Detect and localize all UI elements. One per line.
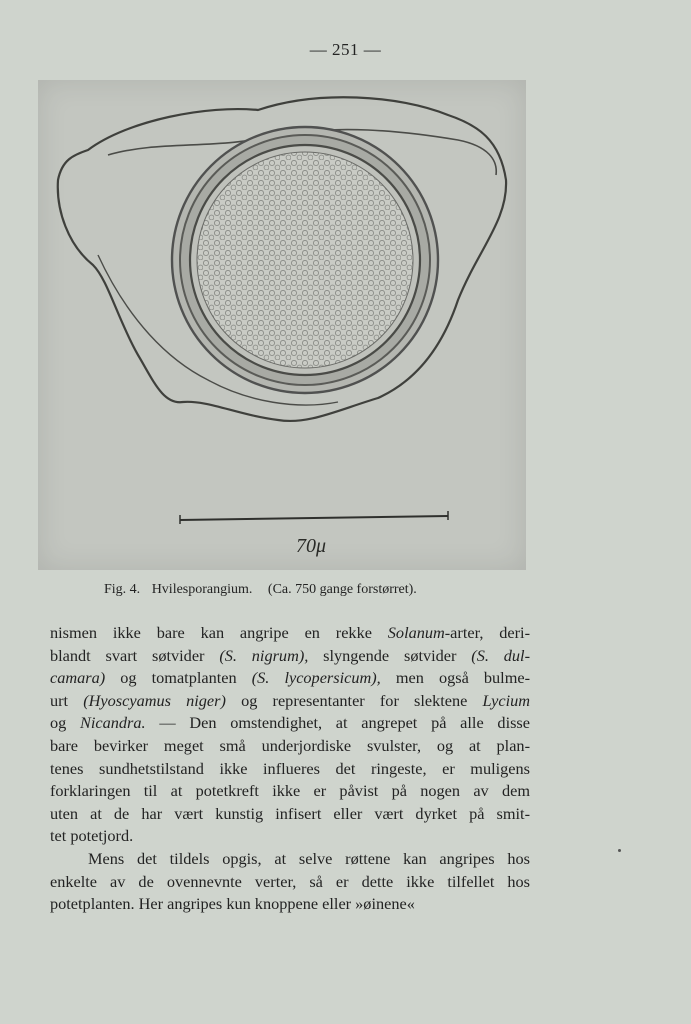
text-line <box>50 622 530 645</box>
italic-term: Nicandra. <box>80 713 146 733</box>
text-line <box>50 825 530 848</box>
sporangium-illustration <box>38 80 526 570</box>
caption-title: Hvilesporangium. <box>151 582 253 597</box>
italic-term: (Hyoscyamus niger) <box>83 690 226 710</box>
italic-term: (S. lycopersicum), <box>251 668 381 688</box>
text-line <box>50 690 530 713</box>
text-run: enkelte av de ovennevnte verter, så er dette ikke tilfellet hos <box>50 871 530 891</box>
caption-note: (Ca. 750 gange forstørret). <box>267 582 417 597</box>
text-run: Mens det tildels opgis, at selve røttene kan angripes hos <box>88 848 530 868</box>
text-run: tenes sundhetstilstand ikke influeres det ringeste, er muligens <box>50 758 530 778</box>
text-run: og representanter for slektene <box>225 690 483 710</box>
text-line <box>50 667 530 690</box>
text-line <box>50 780 530 803</box>
text-run: forklaringen til at potetkreft ikke er påvist på nogen av dem <box>50 781 530 801</box>
text-run: slyngende søtvider <box>308 645 472 665</box>
italic-term: (S. nigrum), <box>219 645 309 665</box>
figure-plate <box>38 80 526 570</box>
text-run: tet potetjord. <box>50 826 134 846</box>
scale-label: 70μ <box>296 535 327 557</box>
text-run: urt <box>50 690 84 710</box>
text-run: og tomatplanten <box>105 668 252 688</box>
text-run: men også bulme- <box>380 668 531 688</box>
text-line <box>50 758 530 781</box>
text-run: — Den omstendighet, at angrepet på alle disse <box>145 713 530 733</box>
text-line <box>50 645 530 668</box>
text-run: -arter, deri- <box>444 623 530 642</box>
text-line <box>50 871 530 894</box>
caption-label: Fig. 4. <box>104 582 141 597</box>
body-text <box>50 622 530 916</box>
italic-term: camara) <box>50 668 106 688</box>
italic-term: Solanum <box>387 623 445 642</box>
text-line <box>50 893 530 916</box>
text-line <box>50 803 530 826</box>
italic-term: (S. dul- <box>471 645 530 665</box>
text-line <box>50 712 530 735</box>
text-line <box>50 848 530 871</box>
sporangium-contents <box>197 152 413 368</box>
text-run: og <box>50 713 81 733</box>
italic-term: Lycium <box>482 690 530 710</box>
text-run: blandt svart søtvider <box>50 645 220 665</box>
text-run: nismen ikke bare kan angripe en rekke <box>50 623 388 642</box>
text-run: potetplanten. Her angripes kun knoppene eller »øinene« <box>50 894 415 914</box>
text-line <box>50 735 530 758</box>
text-run: bare bevirker meget små underjordiske svulster, og at plan- <box>50 735 530 755</box>
page-speck <box>618 849 621 852</box>
text-run: uten at de har vært kunstig infisert eller vært dyrket på smit- <box>50 803 530 823</box>
figure-caption <box>104 582 417 598</box>
page-number: — 251 — <box>309 40 382 59</box>
scale-bar <box>180 516 448 520</box>
